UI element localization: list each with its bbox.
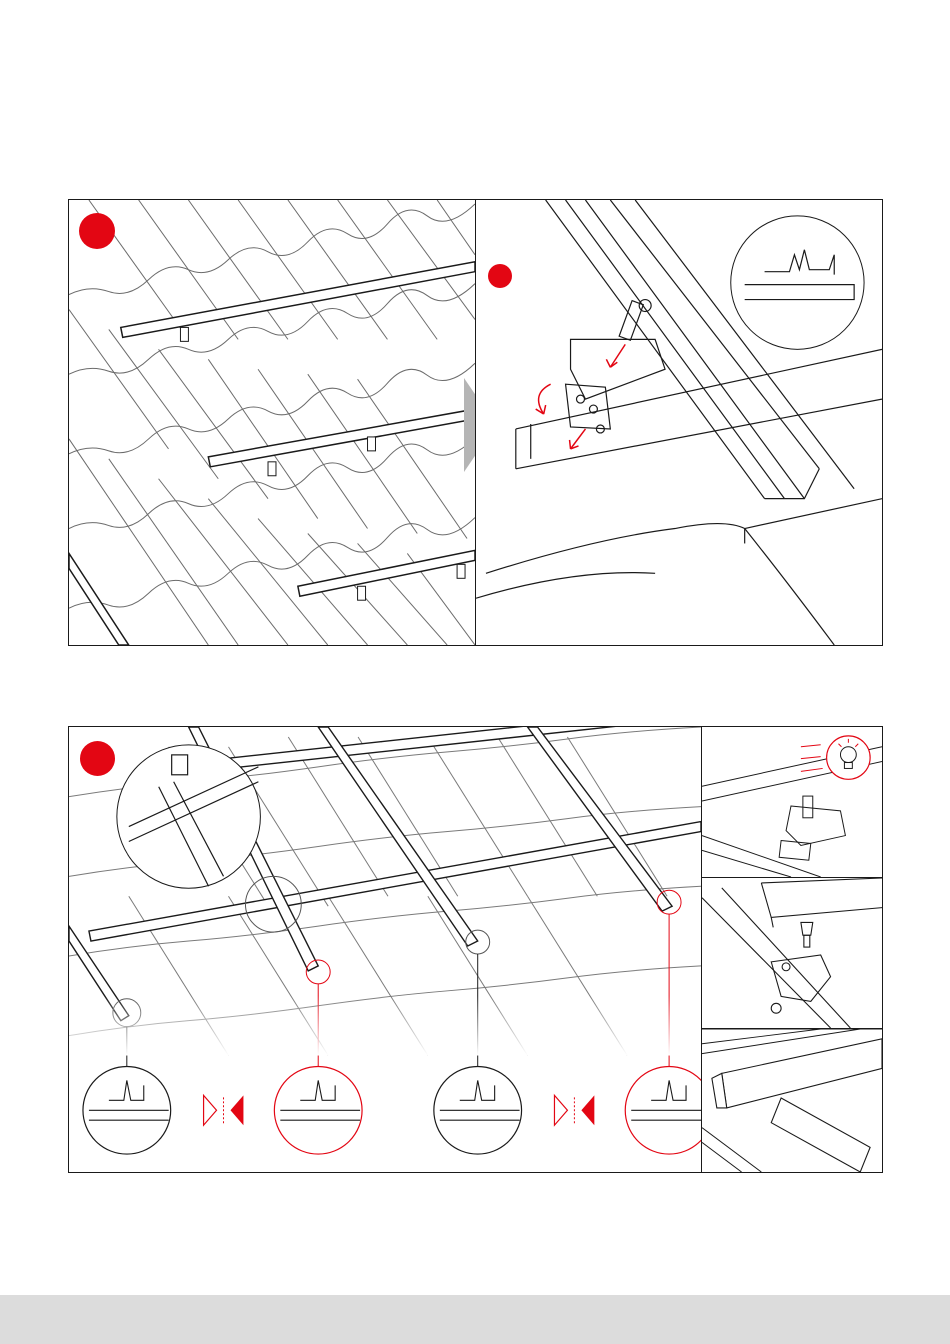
step-3-panel <box>68 726 702 1173</box>
tip-panel-clamp <box>701 726 883 878</box>
roof-tiles-with-rails-illustration <box>69 200 475 645</box>
clamp-detail-illustration <box>702 727 882 877</box>
rail-splice-detail-illustration <box>702 1029 882 1172</box>
step-marker-dot <box>80 741 115 776</box>
footer-band <box>0 1295 950 1344</box>
tip-panel-bolt <box>701 877 883 1029</box>
step-marker-dot <box>79 213 115 249</box>
tip-panel-rail-splice <box>701 1028 883 1173</box>
rail-clamp-assembly-illustration <box>476 200 882 645</box>
step-marker-dot <box>488 264 512 288</box>
t-bolt-detail-illustration <box>702 878 882 1028</box>
step-1-panel <box>68 199 476 646</box>
step-2-panel <box>475 199 883 646</box>
rail-alignment-illustration <box>69 727 701 1172</box>
